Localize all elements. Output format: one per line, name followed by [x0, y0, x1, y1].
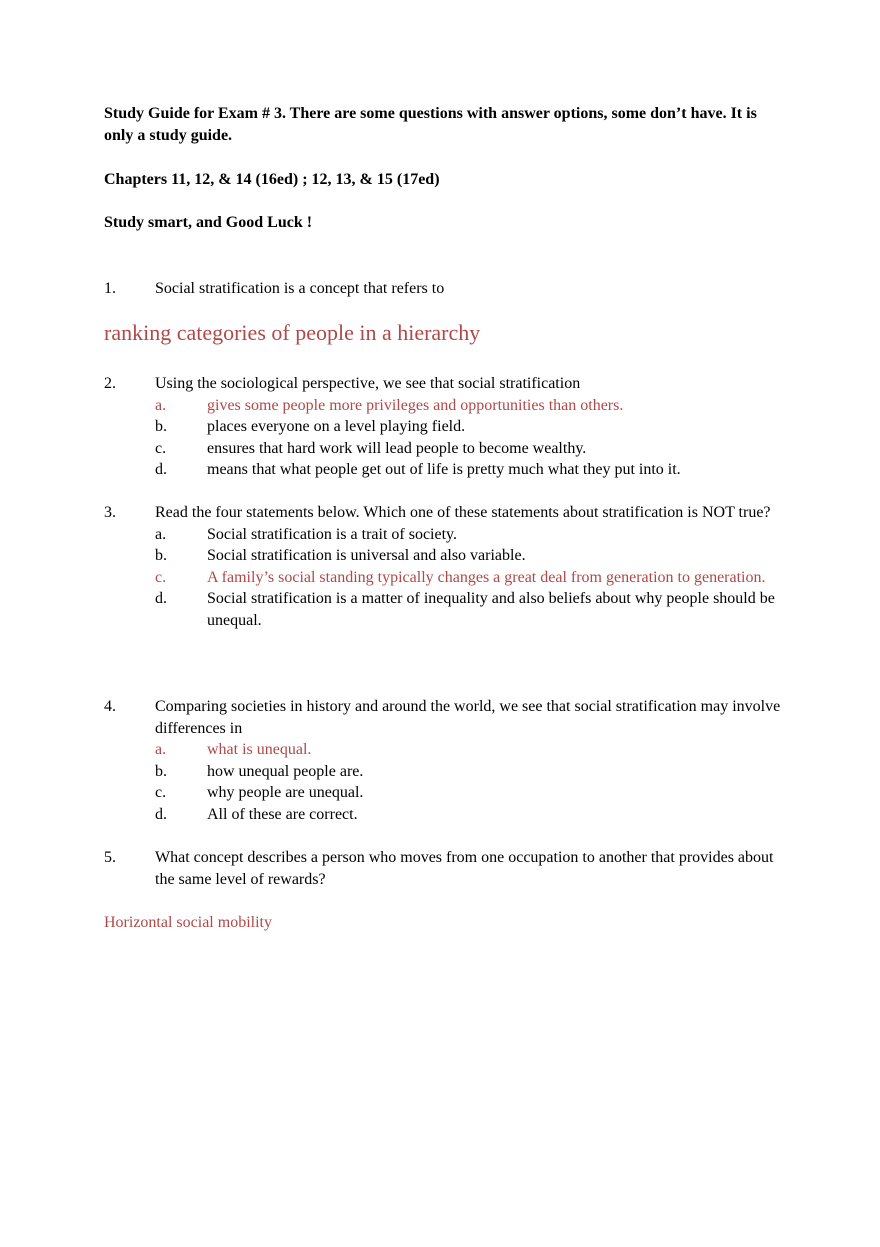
question-1	[104, 278, 784, 300]
option-text: what is unequal.	[207, 741, 312, 759]
option-a	[155, 739, 784, 761]
option-text: A family’s social standing typically changes a great deal from generation to generation.	[207, 568, 766, 586]
option-c	[155, 782, 784, 804]
option-d	[155, 588, 784, 631]
option-c	[155, 438, 784, 460]
option-b	[155, 545, 784, 567]
option-a	[155, 395, 784, 417]
option-d	[155, 804, 784, 826]
option-text: ensures that hard work will lead people to become wealthy.	[207, 439, 587, 457]
question-number: 5.	[104, 849, 116, 866]
question-stem: Using the sociological perspective, we see that social stratification	[155, 375, 581, 392]
option-letter: a.	[155, 396, 167, 414]
header-good-luck: Study smart, and Good Luck !	[104, 214, 313, 231]
question-3	[104, 502, 784, 632]
question-number: 3.	[104, 504, 116, 521]
header-chapters: Chapters 11, 12, & 14 (16ed) ; 12, 13, & 15 (17ed)	[104, 171, 440, 188]
option-d	[155, 459, 784, 481]
option-text: Social stratification is universal and also variable.	[207, 547, 526, 565]
question-4	[104, 696, 784, 826]
option-letter: b.	[155, 418, 167, 436]
answer-1: ranking categories of people in a hierarchy	[104, 320, 481, 345]
option-text: why people are unequal.	[207, 784, 364, 802]
option-c	[155, 567, 784, 589]
options-list	[104, 739, 784, 825]
question-stem: Comparing societies in history and around the world, we see that social stratification may involve differences in	[155, 698, 781, 737]
header-intro: Study Guide for Exam # 3. There are some questions with answer options, some don’t have. It is only a study guide.	[104, 105, 757, 144]
option-letter: c.	[155, 439, 167, 457]
option-b	[155, 761, 784, 783]
answer-5: Horizontal social mobility	[104, 914, 272, 931]
option-letter: a.	[155, 525, 167, 543]
option-letter: b.	[155, 547, 167, 565]
option-letter: c.	[155, 568, 167, 586]
option-text: Social stratification is a matter of inequality and also beliefs about why people should be unequal.	[207, 590, 775, 629]
option-letter: c.	[155, 784, 167, 802]
question-5	[104, 847, 784, 890]
options-list	[104, 395, 784, 481]
option-letter: d.	[155, 590, 167, 608]
question-stem: What concept describes a person who moves from one occupation to another that provides about the same level of rewards?	[155, 849, 774, 888]
question-number: 4.	[104, 698, 116, 715]
option-text: All of these are correct.	[207, 805, 358, 823]
option-letter: b.	[155, 762, 167, 780]
question-2	[104, 373, 784, 481]
option-letter: d.	[155, 805, 167, 823]
question-number: 1.	[104, 280, 116, 297]
option-text: gives some people more privileges and opportunities than others.	[207, 396, 624, 414]
option-text: how unequal people are.	[207, 762, 364, 780]
option-text: means that what people get out of life is pretty much what they put into it.	[207, 461, 681, 479]
option-a	[155, 524, 784, 546]
option-text: places everyone on a level playing field.	[207, 418, 466, 436]
question-number: 2.	[104, 375, 116, 392]
option-text: Social stratification is a trait of society.	[207, 525, 457, 543]
options-list	[104, 524, 784, 632]
option-letter: d.	[155, 461, 167, 479]
question-stem: Social stratification is a concept that refers to	[155, 280, 445, 297]
option-b	[155, 416, 784, 438]
option-letter: a.	[155, 741, 167, 759]
question-stem: Read the four statements below. Which one of these statements about stratification is NOT true?	[155, 504, 771, 521]
